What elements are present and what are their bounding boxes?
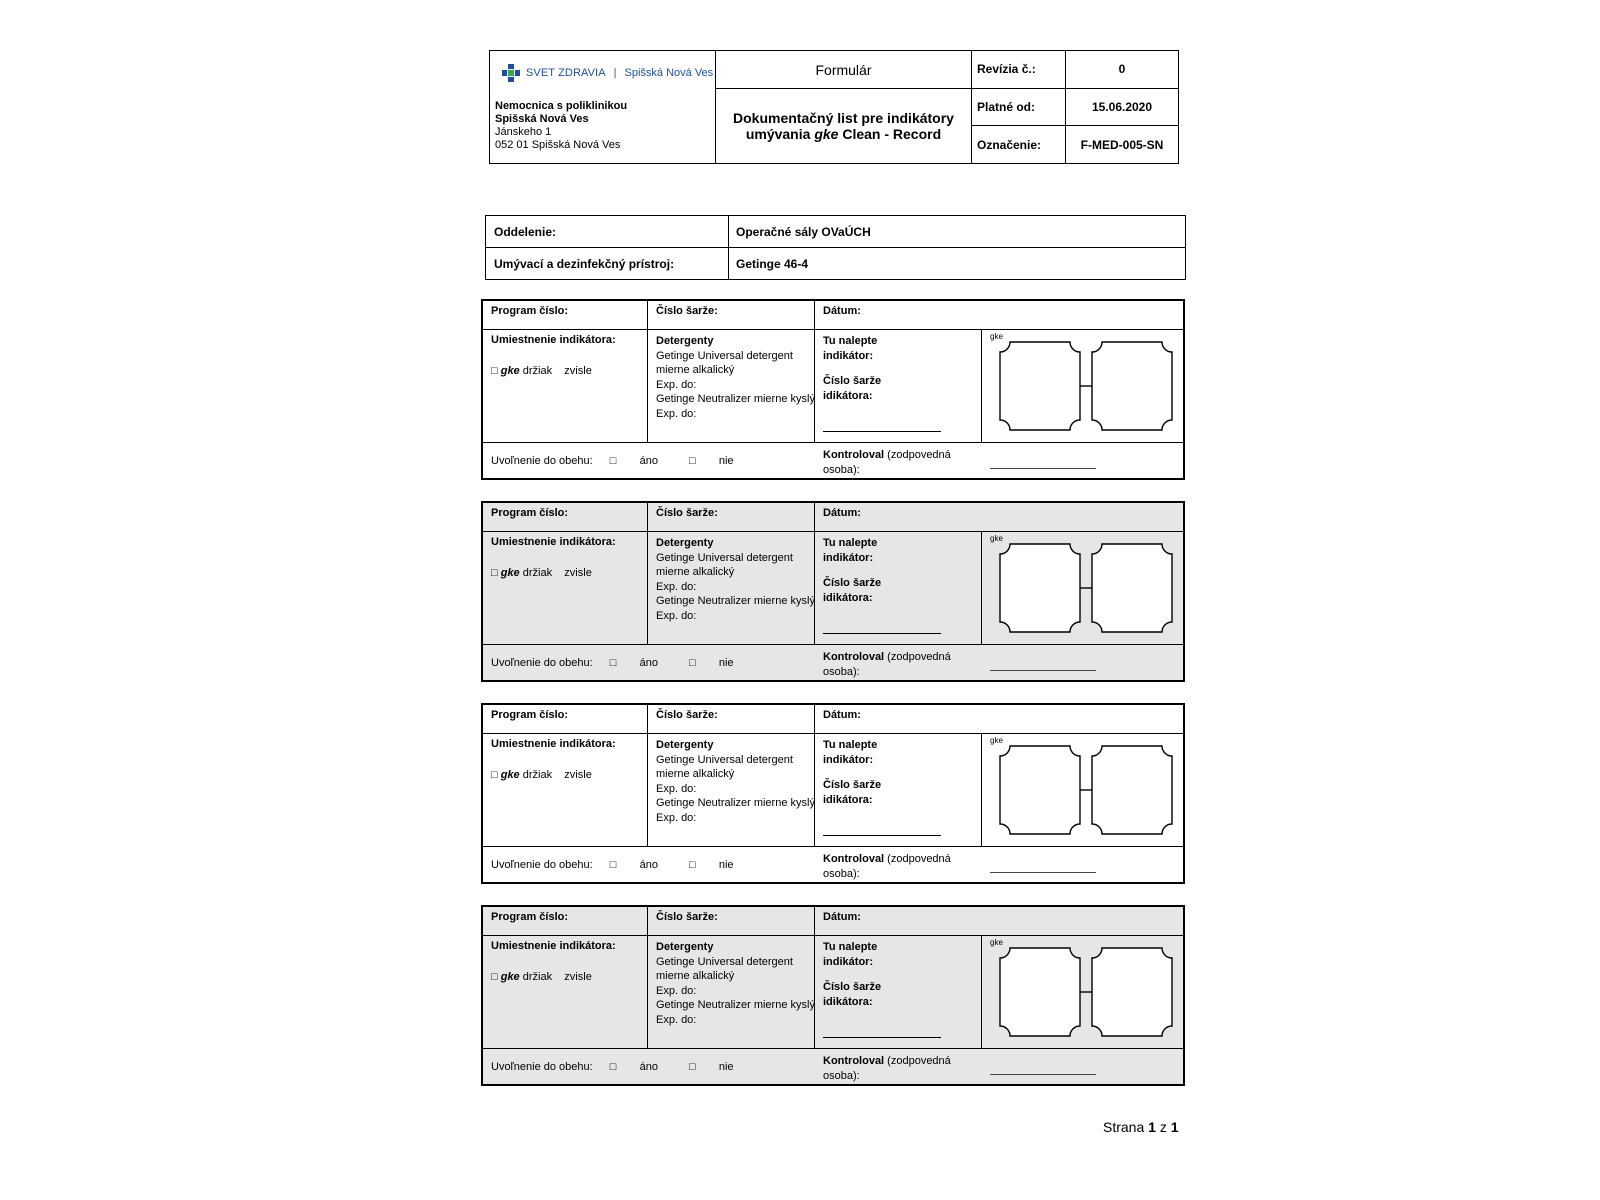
detergent1-line2: mierne alkalický bbox=[656, 364, 735, 376]
program-label: Program číslo: bbox=[491, 305, 569, 317]
checked-by-rest: (zodpovedná bbox=[884, 853, 951, 865]
designation-value: F-MED-005-SN bbox=[1080, 137, 1164, 152]
signature-line[interactable] bbox=[990, 1074, 1096, 1075]
release-label: Uvoľnenie do obehu: bbox=[491, 657, 593, 669]
date-label: Dátum: bbox=[823, 709, 861, 721]
cross-logo-icon bbox=[502, 64, 520, 82]
record-body-row bbox=[483, 330, 1183, 443]
detergent1-line1: Getinge Universal detergent bbox=[656, 753, 793, 766]
record-footer-row bbox=[483, 1049, 1183, 1086]
release-label: Uvoľnenie do obehu: bbox=[491, 455, 593, 467]
indicator-batch-line[interactable] bbox=[823, 431, 941, 432]
indicator-batch-line1: Číslo šarže bbox=[823, 779, 882, 791]
holder-text: držiak zvisle bbox=[519, 769, 592, 781]
checked-by-rest: (zodpovedná bbox=[884, 449, 951, 461]
logo bbox=[502, 64, 713, 82]
yes-checkbox[interactable]: □ bbox=[609, 657, 617, 669]
page-prefix: Strana bbox=[1103, 1119, 1149, 1135]
revision-row bbox=[972, 51, 1178, 89]
indicator-placement-label: Umiestnenie indikátora: bbox=[491, 738, 616, 750]
yes-checkbox[interactable]: □ bbox=[609, 859, 617, 871]
release-yes-option[interactable] bbox=[610, 1061, 672, 1073]
page-number bbox=[1103, 1119, 1179, 1135]
yes-label: áno bbox=[639, 455, 658, 467]
record-footer-row bbox=[483, 847, 1183, 884]
stick-here-line2: indikátor: bbox=[823, 551, 874, 564]
indicator-outline-icon bbox=[998, 947, 1174, 1037]
stick-here-line1: Tu nalepte bbox=[823, 739, 878, 751]
holder-checkbox[interactable]: □ bbox=[491, 365, 498, 377]
checked-by-rest2: osoba): bbox=[823, 1069, 860, 1082]
signature-line[interactable] bbox=[990, 670, 1096, 671]
holder-option[interactable] bbox=[491, 567, 592, 579]
gke-tag: gke bbox=[990, 534, 1003, 543]
page-sep: z bbox=[1155, 1119, 1171, 1135]
exp1-label: Exp. do: bbox=[656, 378, 697, 391]
date-label: Dátum: bbox=[823, 305, 861, 317]
release-no-option[interactable] bbox=[689, 859, 748, 871]
logo-separator: | bbox=[613, 67, 617, 79]
checked-by bbox=[815, 847, 982, 884]
holder-text: držiak zvisle bbox=[519, 567, 592, 579]
form-meta bbox=[972, 51, 1178, 163]
record-header-row bbox=[483, 301, 1183, 330]
holder-checkbox[interactable]: □ bbox=[491, 769, 498, 781]
detergent2: Getinge Neutralizer mierne kyslý bbox=[656, 797, 815, 809]
indicator-placement-label: Umiestnenie indikátora: bbox=[491, 940, 616, 952]
date-label: Dátum: bbox=[823, 507, 861, 519]
stick-here-line2: indikátor: bbox=[823, 349, 874, 362]
form-title-line2-pre: umývania bbox=[745, 126, 815, 142]
signature-line[interactable] bbox=[990, 872, 1096, 873]
revision-value: 0 bbox=[1118, 62, 1126, 77]
page-total: 1 bbox=[1170, 1119, 1179, 1135]
yes-label: áno bbox=[639, 1061, 658, 1073]
holder-gke: gke bbox=[500, 971, 520, 983]
holder-option[interactable] bbox=[491, 769, 592, 781]
no-label: nie bbox=[718, 859, 734, 871]
indicator-batch-line2: idikátora: bbox=[823, 591, 873, 604]
holder-checkbox[interactable]: □ bbox=[491, 971, 498, 983]
indicator-batch-line2: idikátora: bbox=[823, 389, 873, 402]
holder-gke: gke bbox=[500, 365, 520, 377]
checked-by-bold: Kontroloval bbox=[823, 853, 885, 865]
indicator-sticker-area bbox=[982, 330, 1183, 442]
form-title bbox=[716, 89, 971, 163]
exp1-label: Exp. do: bbox=[656, 984, 697, 997]
institution-name-2: Spišská Nová Ves bbox=[495, 113, 589, 125]
indicator-batch-line2: idikátora: bbox=[823, 995, 873, 1008]
gke-tag: gke bbox=[990, 938, 1003, 947]
record-block-1 bbox=[481, 299, 1185, 480]
form-type: Formulár bbox=[716, 51, 971, 89]
exp1-label: Exp. do: bbox=[656, 782, 697, 795]
record-block-4 bbox=[481, 905, 1185, 1086]
checked-by-bold: Kontroloval bbox=[823, 1055, 885, 1067]
detergent2: Getinge Neutralizer mierne kyslý bbox=[656, 999, 815, 1011]
record-footer-row bbox=[483, 645, 1183, 682]
logo-brand: SVET ZDRAVIA bbox=[526, 67, 606, 79]
indicator-batch-line[interactable] bbox=[823, 1037, 941, 1038]
exp2-label: Exp. do: bbox=[656, 407, 697, 420]
detergents-label: Detergenty bbox=[656, 941, 714, 953]
release-no-option[interactable] bbox=[689, 657, 748, 669]
indicator-sticker-area bbox=[982, 936, 1183, 1048]
holder-option[interactable] bbox=[491, 365, 592, 377]
program-label: Program číslo: bbox=[491, 507, 569, 519]
checked-by-rest: (zodpovedná bbox=[884, 651, 951, 663]
valid-from-row bbox=[972, 89, 1178, 127]
holder-text: držiak zvisle bbox=[519, 971, 592, 983]
stick-here-line1: Tu nalepte bbox=[823, 335, 878, 347]
exp2-label: Exp. do: bbox=[656, 1013, 697, 1026]
release-row bbox=[483, 1049, 815, 1086]
device-label: Umývací a dezinfekčný prístroj: bbox=[486, 248, 729, 279]
gke-tag: gke bbox=[990, 332, 1003, 341]
no-label: nie bbox=[718, 657, 734, 669]
detergent1-line1: Getinge Universal detergent bbox=[656, 551, 793, 564]
document-header bbox=[489, 50, 1179, 164]
detergent2: Getinge Neutralizer mierne kyslý bbox=[656, 595, 815, 607]
record-block-2 bbox=[481, 501, 1185, 682]
stick-here-line1: Tu nalepte bbox=[823, 941, 878, 953]
indicator-batch-line1: Číslo šarže bbox=[823, 577, 882, 589]
batch-label: Číslo šarže: bbox=[656, 305, 718, 317]
department-row bbox=[486, 216, 1185, 248]
release-row bbox=[483, 847, 815, 884]
indicator-batch-line1: Číslo šarže bbox=[823, 375, 882, 387]
signature-line[interactable] bbox=[990, 468, 1096, 469]
detergent1-line2: mierne alkalický bbox=[656, 970, 735, 982]
yes-label: áno bbox=[639, 657, 658, 669]
date-label: Dátum: bbox=[823, 911, 861, 923]
record-body-row bbox=[483, 734, 1183, 847]
release-no-option[interactable] bbox=[689, 455, 748, 467]
department-value: Operačné sály OVaÚCH bbox=[736, 224, 871, 239]
revision-label: Revízia č.: bbox=[972, 51, 1066, 88]
stick-here-line2: indikátor: bbox=[823, 955, 874, 968]
record-body-row bbox=[483, 532, 1183, 645]
checked-by-bold: Kontroloval bbox=[823, 449, 885, 461]
indicator-batch-line[interactable] bbox=[823, 633, 941, 634]
release-no-option[interactable] bbox=[689, 1061, 748, 1073]
form-title-line1: Dokumentačný list pre indikátory bbox=[733, 110, 954, 126]
detergents-label: Detergenty bbox=[656, 739, 714, 751]
exp2-label: Exp. do: bbox=[656, 609, 697, 622]
checked-by-bold: Kontroloval bbox=[823, 651, 885, 663]
detergent1-line2: mierne alkalický bbox=[656, 566, 735, 578]
release-yes-option[interactable] bbox=[610, 859, 672, 871]
valid-from-label: Platné od: bbox=[972, 89, 1066, 126]
indicator-batch-line2: idikátora: bbox=[823, 793, 873, 806]
no-checkbox[interactable]: □ bbox=[689, 657, 696, 669]
detergent1-line2: mierne alkalický bbox=[656, 768, 735, 780]
detergent1-line1: Getinge Universal detergent bbox=[656, 955, 793, 968]
holder-checkbox[interactable]: □ bbox=[491, 567, 498, 579]
detergents-label: Detergenty bbox=[656, 335, 714, 347]
designation-row bbox=[972, 126, 1178, 163]
batch-label: Číslo šarže: bbox=[656, 911, 718, 923]
valid-from-value: 15.06.2020 bbox=[1091, 100, 1153, 114]
checked-by-rest: (zodpovedná bbox=[884, 1055, 951, 1067]
release-label: Uvoľnenie do obehu: bbox=[491, 859, 593, 871]
record-body-row bbox=[483, 936, 1183, 1049]
indicator-outline-icon bbox=[998, 341, 1174, 431]
designation-label: Označenie: bbox=[972, 126, 1066, 163]
exp2-label: Exp. do: bbox=[656, 811, 697, 824]
record-header-row bbox=[483, 705, 1183, 734]
exp1-label: Exp. do: bbox=[656, 580, 697, 593]
batch-label: Číslo šarže: bbox=[656, 709, 718, 721]
yes-checkbox[interactable]: □ bbox=[609, 1061, 617, 1073]
institution-cell bbox=[490, 51, 716, 163]
department-label: Oddelenie: bbox=[486, 216, 729, 247]
holder-option[interactable] bbox=[491, 971, 592, 983]
holder-text: držiak zvisle bbox=[519, 365, 592, 377]
device-row bbox=[486, 248, 1185, 279]
no-label: nie bbox=[718, 455, 734, 467]
indicator-sticker-area bbox=[982, 734, 1183, 846]
record-header-row bbox=[483, 907, 1183, 936]
institution-address bbox=[495, 100, 627, 152]
release-yes-option[interactable] bbox=[610, 657, 672, 669]
indicator-sticker-area bbox=[982, 532, 1183, 644]
no-checkbox[interactable]: □ bbox=[689, 859, 696, 871]
indicator-batch-line[interactable] bbox=[823, 835, 941, 836]
detergents-label: Detergenty bbox=[656, 537, 714, 549]
department-table bbox=[485, 215, 1186, 280]
record-header-row bbox=[483, 503, 1183, 532]
indicator-outline-icon bbox=[998, 543, 1174, 633]
gke-tag: gke bbox=[990, 736, 1003, 745]
indicator-placement-label: Umiestnenie indikátora: bbox=[491, 536, 616, 548]
indicator-placement-label: Umiestnenie indikátora: bbox=[491, 334, 616, 346]
checked-by-rest2: osoba): bbox=[823, 463, 860, 476]
institution-street: Jánskeho 1 bbox=[495, 126, 552, 138]
yes-checkbox[interactable]: □ bbox=[609, 455, 617, 467]
institution-name-1: Nemocnica s poliklinikou bbox=[495, 100, 628, 112]
detergent2: Getinge Neutralizer mierne kyslý bbox=[656, 393, 815, 405]
release-row bbox=[483, 645, 815, 682]
record-footer-row bbox=[483, 443, 1183, 480]
batch-label: Číslo šarže: bbox=[656, 507, 718, 519]
no-checkbox[interactable]: □ bbox=[689, 1061, 696, 1073]
no-label: nie bbox=[718, 1061, 734, 1073]
program-label: Program číslo: bbox=[491, 709, 569, 721]
checked-by bbox=[815, 1049, 982, 1086]
institution-city: 052 01 Spišská Nová Ves bbox=[495, 139, 621, 151]
indicator-outline-icon bbox=[998, 745, 1174, 835]
holder-gke: gke bbox=[500, 567, 520, 579]
page-current: 1 bbox=[1148, 1119, 1156, 1135]
form-title-line2-post: Clean - Record bbox=[838, 126, 942, 142]
logo-location: Spišská Nová Ves bbox=[624, 67, 714, 79]
form-title-cell bbox=[716, 51, 972, 163]
release-yes-option[interactable] bbox=[610, 455, 672, 467]
indicator-batch-line1: Číslo šarže bbox=[823, 981, 882, 993]
checked-by bbox=[815, 645, 982, 682]
release-row bbox=[483, 443, 815, 480]
checked-by-rest2: osoba): bbox=[823, 665, 860, 678]
checked-by bbox=[815, 443, 982, 480]
checked-by-rest2: osoba): bbox=[823, 867, 860, 880]
device-value: Getinge 46-4 bbox=[736, 256, 809, 271]
yes-label: áno bbox=[639, 859, 658, 871]
stick-here-line2: indikátor: bbox=[823, 753, 874, 766]
stick-here-line1: Tu nalepte bbox=[823, 537, 878, 549]
record-block-3 bbox=[481, 703, 1185, 884]
holder-gke: gke bbox=[500, 769, 520, 781]
form-title-gke: gke bbox=[814, 126, 839, 142]
program-label: Program číslo: bbox=[491, 911, 569, 923]
no-checkbox[interactable]: □ bbox=[689, 455, 696, 467]
release-label: Uvoľnenie do obehu: bbox=[491, 1061, 593, 1073]
detergent1-line1: Getinge Universal detergent bbox=[656, 349, 793, 362]
